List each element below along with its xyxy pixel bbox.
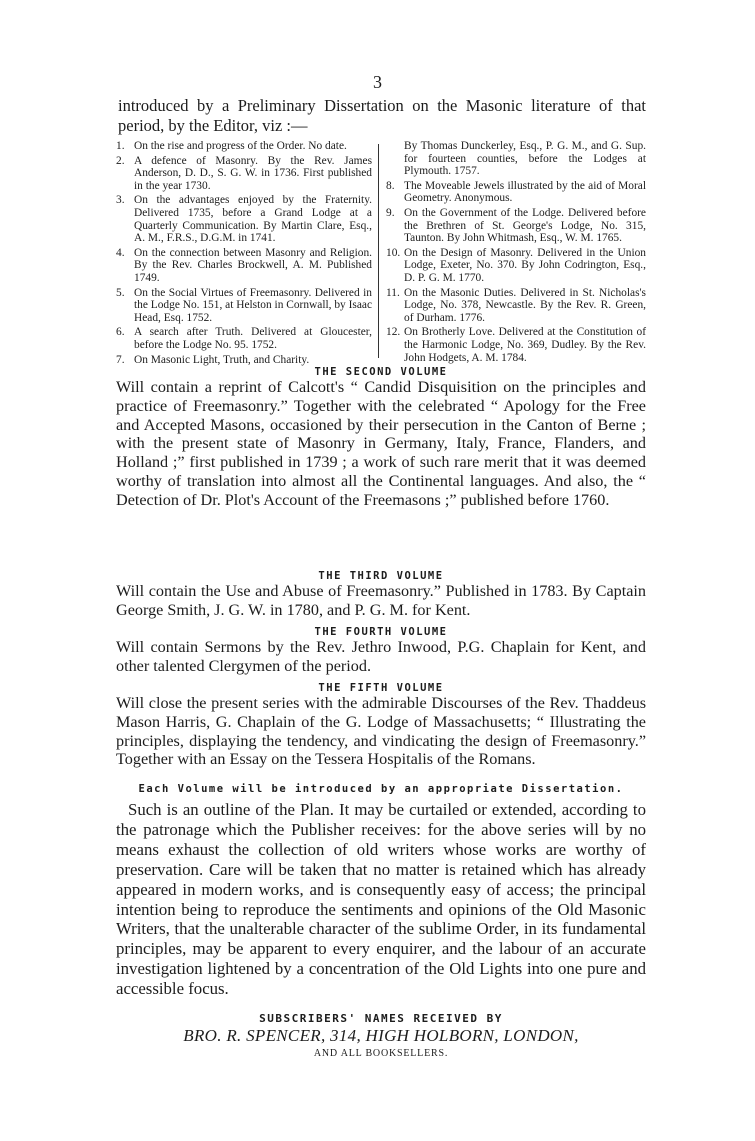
column-divider [378, 144, 379, 358]
contents-list [116, 140, 646, 366]
list-item-number: 12. [386, 326, 401, 339]
list-item-text: On Masonic Light, Truth, and Charity. [134, 353, 310, 366]
list-item-number: 2. [116, 154, 125, 167]
list-item-number: 4. [116, 246, 125, 259]
list-item-number: 8. [386, 179, 395, 192]
list-item-number: 6. [116, 326, 125, 339]
list-item [386, 207, 646, 245]
list-item-text: On the connection between Masonry and Religion. By the Rev. Charles Brockwell, A. M. Published 1749. [134, 246, 372, 284]
list-item-number: 1. [116, 140, 125, 152]
fourth-volume-text: Will contain Sermons by the Rev. Jethro Inwood, P.G. Chaplain for Kent, and other talented Clergymen of the period. [116, 638, 646, 675]
list-item-text: On the Social Virtues of Freemasonry. Delivered in the Lodge No. 151, at Helston in Cornwall, by Isaac Head, Esq. 1752. [134, 286, 372, 324]
contents-left-column [116, 140, 372, 368]
list-item-text: A defence of Masonry. By the Rev. James Anderson, D. D., S. G. W. in 1736. First published in the year 1730. [134, 154, 372, 192]
second-volume-heading: THE SECOND VOLUME [314, 366, 448, 378]
list-item [116, 194, 372, 244]
list-item [116, 140, 372, 153]
list-item [116, 354, 372, 367]
outline-section [116, 800, 646, 999]
outline-paragraph: Such is an outline of the Plan. It may be curtailed or extended, according to the patronage which the Publisher receives: for the above series will by no means exhaust the collection of old writers whose works are worthy of preservation. Care will be taken that no matter is retained which has already appeared in modern works, and is consequently easy of access; the principal intention being to reproduce the sentiments and opinions of the Old Masonic Writers, that the unalterable character of the sublime Order, in its fundamental principles, may be apparent to every enquirer, and the labour of an accurate investigation lightened by a concentration of the Old Lights into one pure and accessible focus. [116, 800, 646, 999]
list-item-number: 9. [386, 206, 395, 219]
list-item-text: On the Design of Masonry. Delivered in the Union Lodge, Exeter, No. 370. By John Codrington, Esq., D. P. G. M. 1770. [404, 246, 646, 284]
list-item-number: 3. [116, 194, 125, 207]
list-item-text: On Brotherly Love. Delivered at the Constitution of the Harmonic Lodge, No. 369, Dudley. By the Rev. John Hodgets, A. M. 1784. [404, 326, 646, 364]
intro-paragraph: introduced by a Preliminary Dissertation on the Masonic literature of that period, by the Editor, viz :— [118, 96, 646, 135]
publisher-line: BRO. R. SPENCER, 314, HIGH HOLBORN, LONDON, [183, 1026, 579, 1045]
contents-right-column [386, 140, 646, 366]
list-item [116, 287, 372, 325]
fifth-volume-text: Will close the present series with the admirable Discourses of the Rev. Thaddeus Mason Harris, G. Chaplain of the G. Lodge of Massachusetts; “ Illustrating the principles, displaying the tendency, and vindicating the design of Freemasonry.” Together with an Essay on the Tessera Hospitalis of the Romans. [116, 694, 646, 769]
list-item [386, 287, 646, 325]
second-volume-section [116, 366, 646, 510]
list-item [386, 326, 646, 364]
third-volume-section [116, 570, 646, 620]
page-number: 3 [373, 72, 382, 92]
list-item-text: A search after Truth. Delivered at Gloucester, before the Lodge No. 95. 1752. [134, 326, 372, 351]
list-item [116, 247, 372, 285]
list-item [386, 180, 646, 205]
list-item [116, 155, 372, 193]
list-item-text: On the rise and progress of the Order. No date. [134, 140, 347, 152]
list-item-text: On the advantages enjoyed by the Fraternity. Delivered 1735, before a Grand Lodge at a Quarterly Communication. By Martin Clare, Esq., A. M., F.R.S., D.G.M. in 1741. [134, 194, 372, 245]
list-item-text: On the Masonic Duties. Delivered in St. Nicholas's Lodge, No. 378, Newcastle. By the Rev. R. Green, of Durham. 1776. [404, 286, 646, 324]
list-item [386, 247, 646, 285]
second-volume-text: Will contain a reprint of Calcott's “ Candid Disquisition on the principles and practice of Freemasonry.” Together with the celebrated “ Apology for the Free and Accepted Masons, occasioned by their persecution in the Canton of Berne ; with the present state of Masonry in Germany, Italy, France, Flanders, and Holland ;” first published in 1739 ; a work of such rare merit that it was deemed worthy of translation into almost all the Continental languages. And also, the “ Detection of Dr. Plot's Account of the Freemasons ;” published before 1760. [116, 378, 646, 509]
list-item-number: 5. [116, 286, 125, 299]
third-volume-text: Will contain the Use and Abuse of Freemasonry.” Published in 1783. By Captain George Smith, J. G. W. in 1780, and P. G. M. for Kent. [116, 582, 646, 619]
fifth-volume-section [116, 682, 646, 769]
fourth-volume-heading: THE FOURTH VOLUME [314, 626, 448, 638]
booksellers-line: AND ALL BOOKSELLERS. [313, 1048, 449, 1059]
third-volume-heading: THE THIRD VOLUME [318, 570, 444, 582]
fifth-volume-heading: THE FIFTH VOLUME [318, 682, 444, 694]
list-item-number: 11. [386, 286, 400, 299]
list-item-continuation: By Thomas Dunckerley, Esq., P. G. M., and G. Sup. for fourteen counties, before the Lodges at Plymouth. 1757. [404, 140, 646, 178]
list-item-number: 10. [386, 246, 401, 259]
subscribers-heading: SUBSCRIBERS' NAMES RECEIVED BY [259, 1012, 503, 1025]
list-item [116, 326, 372, 351]
fourth-volume-section [116, 626, 646, 676]
list-item-number: 7. [116, 353, 125, 366]
dissertation-note: Each Volume will be introduced by an appropriate Dissertation. [138, 783, 624, 795]
list-item-text: The Moveable Jewels illustrated by the aid of Moral Geometry. Anonymous. [404, 179, 646, 205]
list-item-text: On the Government of the Lodge. Delivered before the Brethren of St. George's Lodge, No. 315, Taunton. By John Whitmash, Esq., W. M. 1765. [404, 206, 646, 245]
